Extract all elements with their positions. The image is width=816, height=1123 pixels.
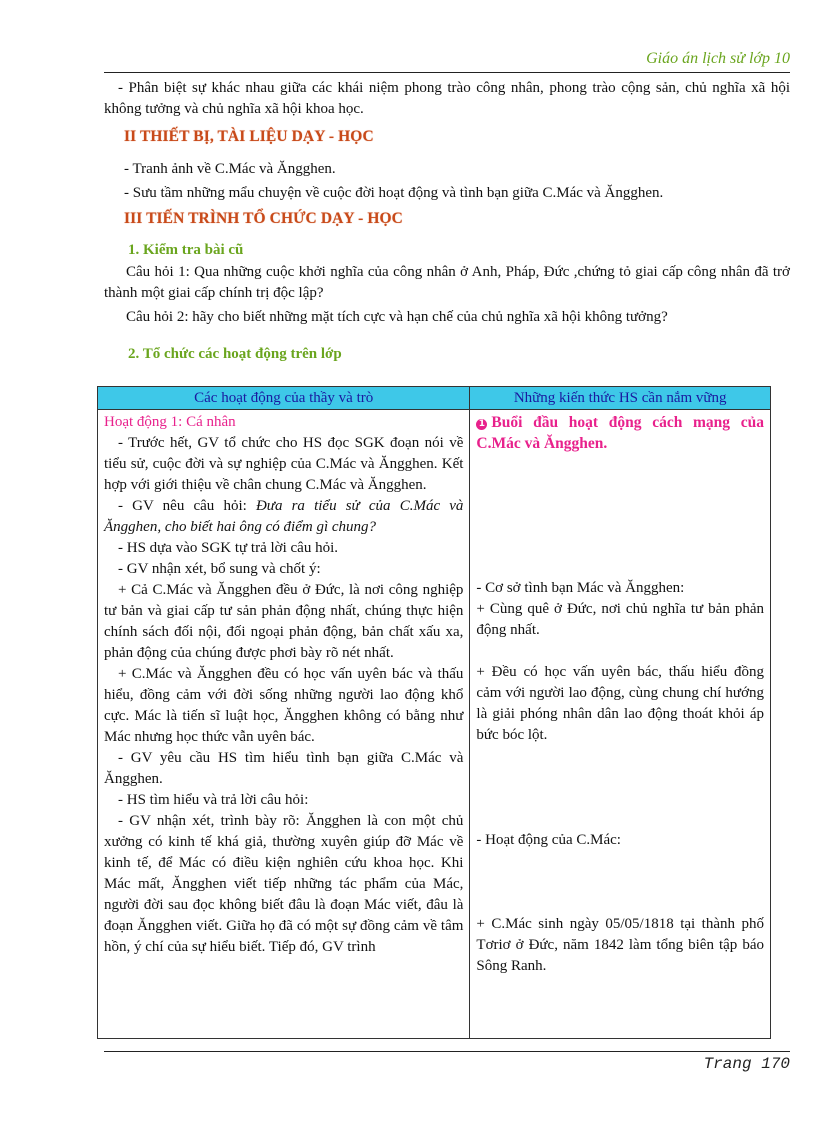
page-number: Trang 170 bbox=[703, 1055, 790, 1073]
list-item: - Tranh ảnh về C.Mác và Ăngghen. bbox=[124, 161, 336, 177]
activity-step: - GV nhận xét, trình bày rõ: Ăngghen là con một chủ xưởng có kinh tế khá giả, thường xuyên giúp đỡ Mác về kinh tế, để Mác có điều kiện nghiên cứu khoa học. Khi Mác mất, Ăngghen viết tiếp những tác phẩm của Mác, người đời sau đọc không biết đâu là đoạn Mác viết, đâu là đoạn Ăngghen viết. Giữa họ đã có một sự đồng cảm về tâm hồn, ý chí của sự hiểu biết. Tiếp đó, GV trình bbox=[104, 813, 464, 955]
knowledge-item: + Đều có học vấn uyên bác, thấu hiểu đồng cảm với người lao động, cùng chung chí hướng là giải phóng nhân dân lao động thoát khỏi áp bức bóc lột. bbox=[476, 664, 764, 743]
knowledge-item: + Cùng quê ở Đức, nơi chủ nghĩa tư bản phản động nhất. bbox=[476, 601, 764, 638]
knowledge-item: + C.Mác sinh ngày 05/05/1818 tại thành phố Tơriơ ở Đức, năm 1842 làm tổng biên tập báo Sông Ranh. bbox=[476, 916, 764, 974]
knowledge-cell bbox=[470, 410, 771, 1039]
subsection-1-title: 1. Kiểm tra bài cũ bbox=[128, 242, 244, 258]
activity-step: + Cả C.Mác và Ăngghen đều ở Đức, là nơi công nghiệp tư bản và giai cấp tư sản phản động nhất, chúng thực hiện chính sách đối nội, đối ngoại phản động, bản chất xấu xa, phản động của chúng được phơi bày rõ nét nhất. bbox=[104, 582, 464, 661]
intro-text: - Phân biệt sự khác nhau giữa các khái niệm phong trào công nhân, phong trào cộng sản, chủ nghĩa xã hội không tưởng và chủ nghĩa xã hội khoa học. bbox=[104, 80, 790, 117]
page-header bbox=[104, 50, 790, 73]
knowledge-heading-text: Buổi đầu hoạt động cách mạng của C.Mác và Ăngghen. bbox=[476, 414, 764, 452]
question-1: Câu hỏi 1: Qua những cuộc khởi nghĩa của công nhân ở Anh, Pháp, Đức ,chứng tỏ giai cấp công nhân đã trở thành một giai cấp chính trị độc lập? bbox=[104, 264, 790, 301]
activity-step: - Trước hết, GV tổ chức cho HS đọc SGK đoạn nói về tiểu sử, cuộc đời và sự nghiệp của C.Mác và Ăngghen. Kết hợp với giới thiệu về chân chung C.Mác và Ăngghen. bbox=[104, 435, 464, 493]
activity-step: - GV yêu cầu HS tìm hiểu tình bạn giữa C.Mác và Ăngghen. bbox=[104, 750, 464, 787]
subsection-2-title: 2. Tổ chức các hoạt động trên lớp bbox=[128, 346, 342, 362]
activity-title: Hoạt động 1: Cá nhân bbox=[104, 414, 236, 430]
knowledge-item: - Cơ sở tình bạn Mác và Ăngghen: bbox=[476, 580, 685, 596]
activity-step: - HS tìm hiểu và trả lời câu hỏi: bbox=[118, 792, 309, 808]
section-3-title: III TIẾN TRÌNH TỔ CHỨC DẠY - HỌC bbox=[124, 210, 403, 227]
activity-step: - HS dựa vào SGK tự trả lời câu hỏi. bbox=[118, 540, 338, 556]
activity-step bbox=[104, 496, 463, 538]
activity-step: + C.Mác và Ăngghen đều có học vấn uyên bác và thấu hiểu, đồng cảm với đời sống những người lao động khổ cực. Mác là tiến sĩ luật học, Ăngghen không có bằng như Mác nhưng học thức vẫn uyên bác. bbox=[104, 666, 464, 745]
step-prefix: - GV nêu câu hỏi: bbox=[118, 498, 256, 514]
number-one-bullet-icon: 1 bbox=[476, 419, 487, 430]
list-item: - Sưu tầm những mẩu chuyện về cuộc đời hoạt động và tình bạn giữa C.Mác và Ăngghen. bbox=[124, 185, 664, 201]
column-header-activities: Các hoạt động của thầy và trò bbox=[98, 387, 470, 410]
footer-divider bbox=[104, 1051, 790, 1052]
document-title: Giáo án lịch sử lớp 10 bbox=[646, 50, 790, 67]
review-questions bbox=[104, 262, 790, 328]
intro-paragraph bbox=[104, 78, 790, 120]
column-header-knowledge: Những kiến thức HS cần nắm vững bbox=[470, 387, 771, 410]
activity-step: - GV nhận xét, bổ sung và chốt ý: bbox=[118, 561, 321, 577]
knowledge-heading bbox=[476, 412, 764, 454]
question-2: Câu hỏi 2: hãy cho biết những mặt tích cực và hạn chế của chủ nghĩa xã hội không tưởng? bbox=[126, 309, 668, 325]
question-text: Đưa ra tiểu sử của C.Mác và Ăngghen, cho biết hai ông có điểm gì chung? bbox=[104, 498, 464, 535]
activities-cell bbox=[98, 410, 470, 1039]
section-2-title: II THIẾT BỊ, TÀI LIỆU DẠY - HỌC bbox=[124, 128, 374, 145]
knowledge-item: - Hoạt động của C.Mác: bbox=[476, 832, 621, 848]
lesson-table bbox=[97, 386, 771, 1039]
section-2-list bbox=[124, 157, 790, 205]
